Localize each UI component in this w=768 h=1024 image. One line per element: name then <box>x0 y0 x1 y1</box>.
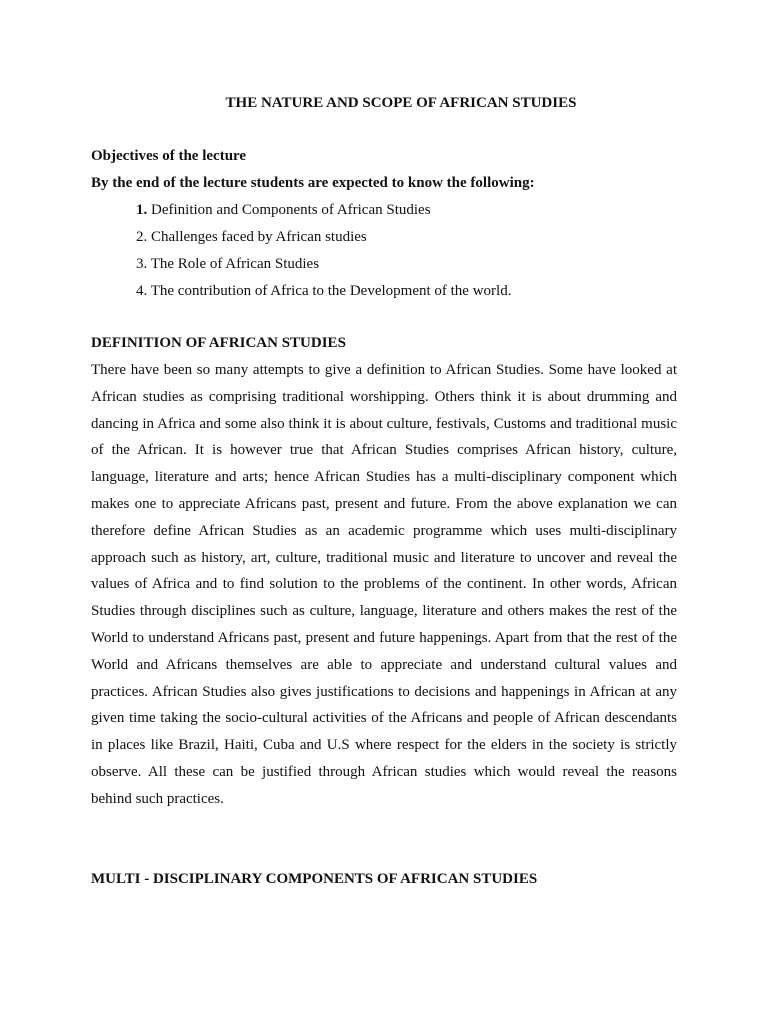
document-title: THE NATURE AND SCOPE OF AFRICAN STUDIES <box>225 95 577 111</box>
paragraph-line: There have been so many attempts to give a definition to African Studies. Some have looked at <box>91 362 677 378</box>
paragraph-line: language, literature and arts; hence African Studies has a multi-disciplinary component which <box>91 469 677 486</box>
objectives-intro: By the end of the lecture students are expected to know the following: <box>91 175 535 191</box>
paragraph-line: Studies through disciplines such as culture, language, literature and others makes the rest of the <box>91 603 677 620</box>
objective-text: The Role of African Studies <box>147 256 320 272</box>
paragraph-line: given time taking the socio-cultural activities of the Africans and people of African descendants <box>91 710 677 727</box>
paragraph-line: values of Africa and to find solution to the problems of the continent. In other words, African <box>91 576 677 593</box>
multi-disciplinary-heading: MULTI - DISCIPLINARY COMPONENTS OF AFRICAN STUDIES <box>91 871 538 887</box>
objective-text: The contribution of Africa to the Development of the world. <box>147 283 512 299</box>
objective-text: Challenges faced by African studies <box>147 229 367 245</box>
paragraph-line: behind such practices. <box>91 790 224 807</box>
objective-item <box>136 281 511 308</box>
objective-number: 3. <box>136 256 148 272</box>
objectives-heading: Objectives of the lecture <box>91 148 247 164</box>
paragraph-line: approach such as history, art, culture, traditional music and literature to uncover and reveal the <box>91 549 677 566</box>
paragraph-line: makes one to appreciate Africans past, present and future. From the above explanation we can <box>91 495 677 512</box>
definition-heading: DEFINITION OF AFRICAN STUDIES <box>91 335 346 351</box>
definition-paragraph <box>91 360 677 816</box>
objectives-list <box>136 200 511 308</box>
paragraph-line: World and Africans themselves are able to appreciate and understand cultural values and <box>91 656 677 673</box>
paragraph-line: of the African. It is however true that African Studies comprises African history, culture, <box>91 442 677 459</box>
paragraph-line: World to understand Africans past, present and future happenings. Apart from that the rest of the <box>91 629 677 646</box>
objective-number: 1. <box>136 202 148 218</box>
objective-text: Definition and Components of African Studies <box>147 202 431 218</box>
objective-number: 2. <box>136 229 148 245</box>
paragraph-line: therefore define African Studies as an academic programme which uses multi-disciplinary <box>91 522 677 539</box>
paragraph-line: practices. African Studies also gives justifications to decisions and happenings in African at any <box>91 683 677 700</box>
paragraph-line: dancing in Africa and some also think it is about culture, festivals, Customs and traditional music <box>91 415 677 432</box>
paragraph-line: observe. All these can be justified through African studies which would reveal the reasons <box>91 763 677 780</box>
objective-item <box>136 227 511 254</box>
objective-item <box>136 254 511 281</box>
objective-item <box>136 200 511 227</box>
paragraph-line: African studies as comprising traditional worshipping. Others think it is about drumming and <box>91 388 677 405</box>
paragraph-line: in places like Brazil, Haiti, Cuba and U.S where respect for the elders in the society is strictly <box>91 737 677 754</box>
objective-number: 4. <box>136 283 148 299</box>
